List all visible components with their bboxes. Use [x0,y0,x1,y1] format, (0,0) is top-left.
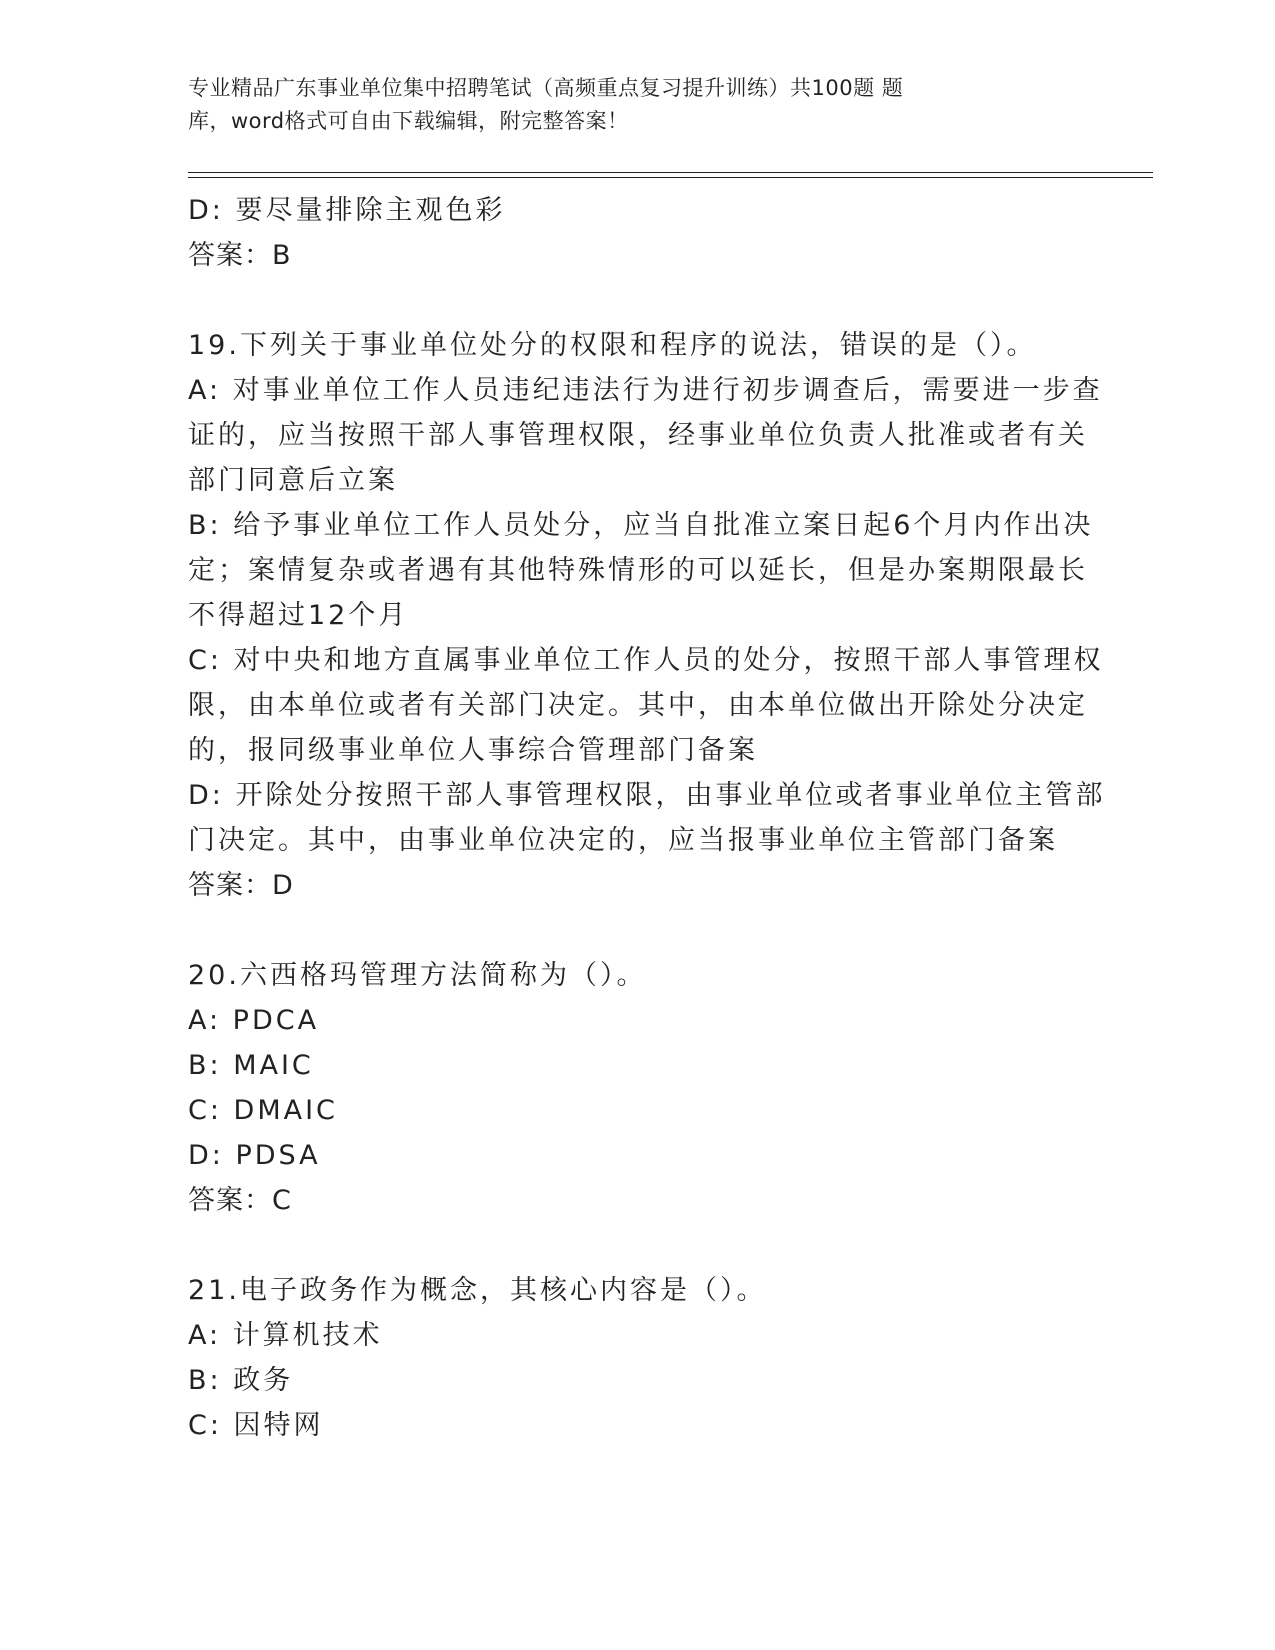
header-line-2: 库，word格式可自由下载编辑，附完整答案！ [188,109,629,133]
question-text: 20.六西格玛管理方法简称为（）。 [188,960,647,991]
answer: 答案：C [188,1185,292,1216]
option-d-line: D: 开除处分按照干部人事管理权限，由事业单位或者事业单位主管部 [188,780,1106,811]
option-b-line: B: 给予事业单位工作人员处分，应当自批准立案日起6个月内作出决 [188,510,1094,541]
question-20 [188,953,1088,1223]
option-c: C: DMAIC [188,1095,338,1126]
option-b-line: 定；案情复杂或者遇有其他特殊情形的可以延长，但是办案期限最长 [188,555,1088,586]
header-rule-top [188,172,1153,173]
option-b-line: 不得超过12个月 [188,600,409,631]
question-19 [188,323,1106,908]
option-c-line: 限，由本单位或者有关部门决定。其中，由本单位做出开除处分决定 [188,690,1088,721]
document-header [188,72,1088,138]
option-c-line: C: 对中央和地方直属事业单位工作人员的处分，按照干部人事管理权 [188,645,1104,676]
question-text: 19.下列关于事业单位处分的权限和程序的说法，错误的是（）。 [188,330,1037,361]
option-a: A: PDCA [188,1005,320,1036]
option-d: D: 要尽量排除主观色彩 [188,195,506,226]
answer: 答案：B [188,240,292,271]
header-rule-bottom [188,177,1153,178]
option-a-line: A: 对事业单位工作人员违纪违法行为进行初步调查后，需要进一步查 [188,375,1103,406]
option-c-line: 的，报同级事业单位人事综合管理部门备案 [188,735,758,766]
option-c: C: 因特网 [188,1410,324,1441]
option-a-line: 证的，应当按照干部人事管理权限，经事业单位负责人批准或者有关 [188,420,1088,451]
option-d-line: 门决定。其中，由事业单位决定的，应当报事业单位主管部门备案 [188,825,1058,856]
option-a: A: 计算机技术 [188,1320,383,1351]
question-text: 21.电子政务作为概念，其核心内容是（）。 [188,1275,767,1306]
question-21 [188,1268,1088,1448]
option-b: B: 政务 [188,1365,294,1396]
header-line-1: 专业精品广东事业单位集中招聘笔试（高频重点复习提升训练）共100题 题 [188,76,904,100]
option-d: D: PDSA [188,1140,321,1171]
option-b: B: MAIC [188,1050,314,1081]
option-a-line: 部门同意后立案 [188,465,398,496]
document-body [188,188,1106,1448]
answer: 答案：D [188,870,294,901]
